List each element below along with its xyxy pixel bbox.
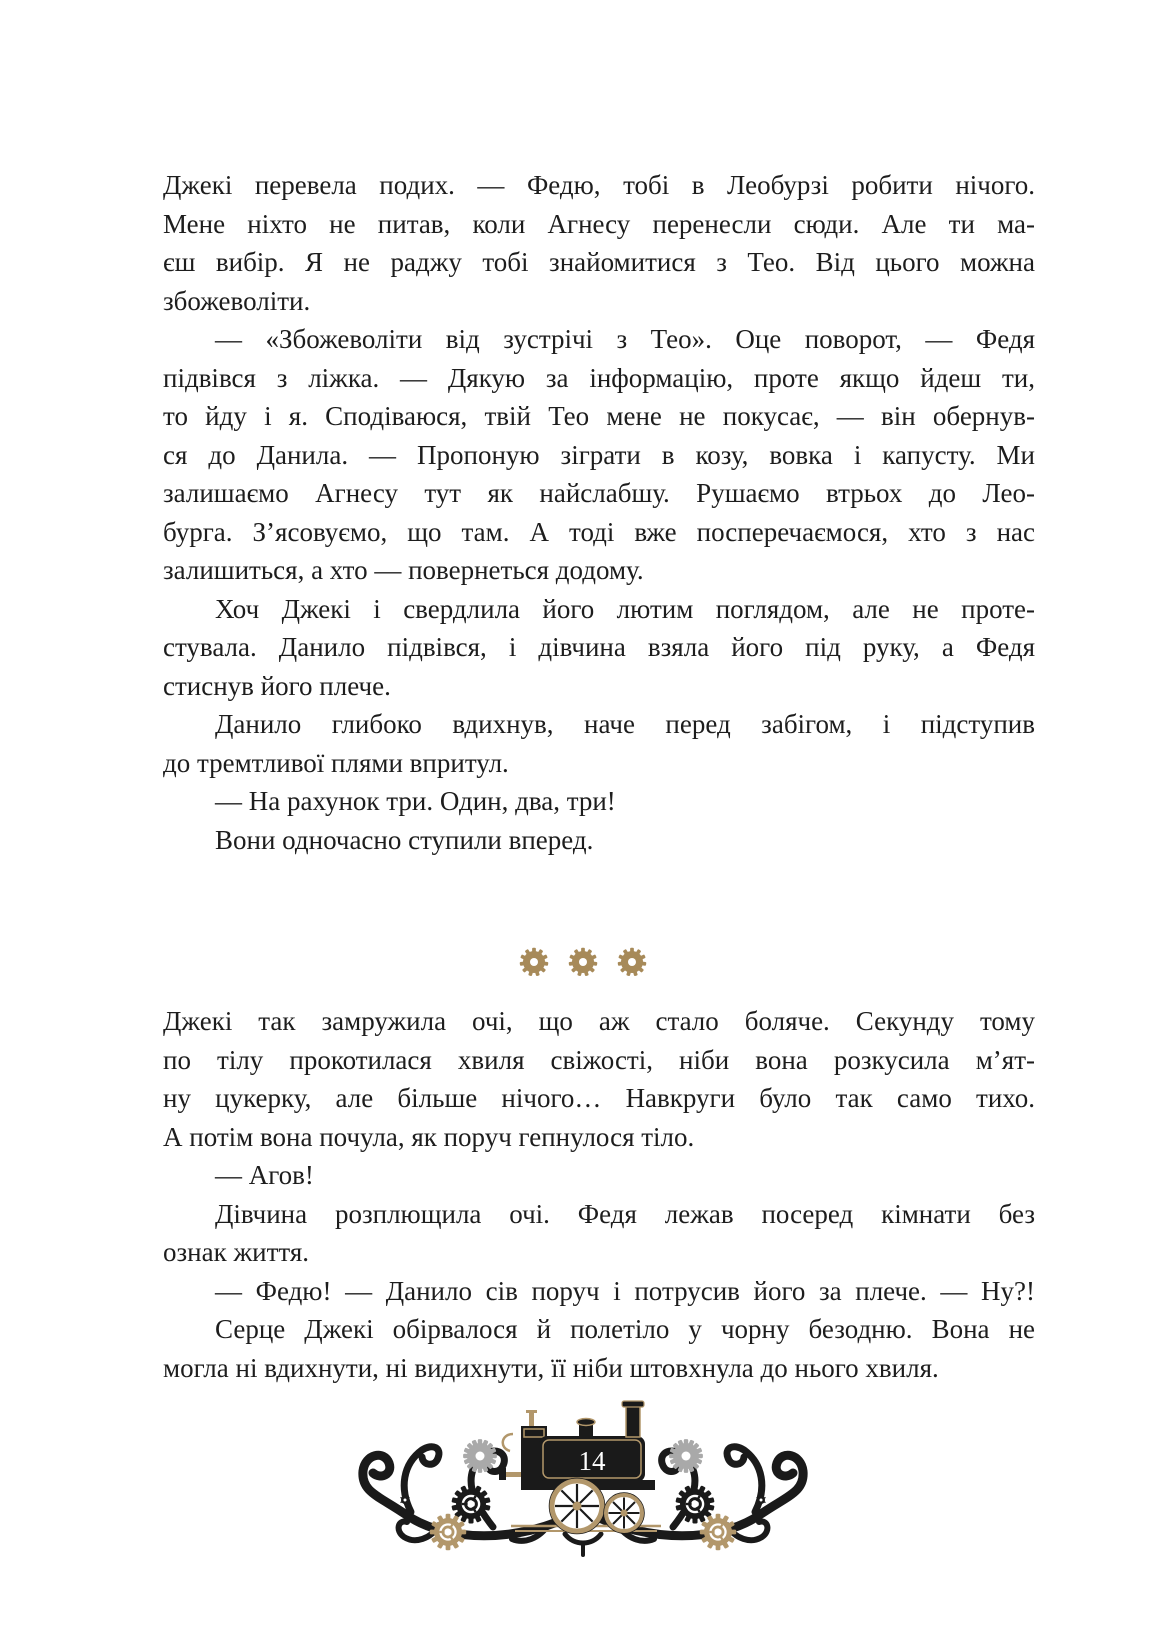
text-line: єш вибір. Я не раджу тобі знайомитися з Тео. Від цього можна (163, 247, 1035, 277)
text-line: — На рахунок три. Один, два, три! (215, 786, 616, 816)
text-section-1 (163, 166, 1035, 859)
gear-icon (614, 944, 650, 980)
gear-icon (669, 1439, 703, 1473)
text-line: залишиться, а хто — повернеться додому. (163, 555, 644, 585)
wheel-icon (604, 1493, 644, 1533)
text-line: — «Збожеволіти від зустрічі з Тео». Оце поворот, — Федя (215, 324, 1035, 354)
text-line: бурга. З’ясовуємо, що там. А тоді вже посперечаємося, хто з нас (163, 516, 1035, 547)
text-line: до тремтливої плями впритул. (163, 747, 509, 778)
text-section-2 (163, 1002, 1035, 1387)
text-line: Серце Джекі обірвалося й полетіло у чорну безодню. Вона не (215, 1314, 1035, 1344)
text-line: по тілу прокотилася хвиля свіжості, ніби вона розкусила м’ят- (163, 1044, 1035, 1075)
gear-icon (516, 944, 552, 980)
footer-ornament (343, 1396, 823, 1566)
gear-icon (565, 944, 601, 980)
text-line: Джекі перевела подих. — Федю, тобі в Леобурзі робити нічого. (163, 170, 1035, 200)
text-line: збожеволіти. (163, 285, 311, 316)
text-line: Вони одночасно ступили вперед. (215, 824, 594, 855)
text-line: — Федю! — Данило сів поруч і потрусив його за плече. — Ну?! (215, 1275, 1035, 1306)
section-separator (0, 944, 1166, 980)
text-line: могла ні вдихнути, ні видихнути, її ніби штовхнула до нього хвиля. (163, 1352, 939, 1383)
text-line: стиснув його плече. (163, 670, 391, 701)
text-line: Данило глибоко вдихнув, наче перед забігом, і підступив (215, 709, 1035, 739)
footer-ornament-svg (343, 1396, 823, 1566)
text-line: то йду і я. Сподіваюся, твій Тео мене не покусає, — він обернув- (163, 401, 1035, 431)
gear-icon (700, 1514, 736, 1550)
text-line: ну цукерку, але більше нічого… Навкруги було так само тихо. (163, 1083, 1035, 1113)
page-number: 14 (578, 1446, 606, 1476)
center-chevron-icon (565, 1534, 601, 1555)
text-line: Хоч Джекі і свердлила його лютим поглядом, але не проте- (215, 593, 1035, 624)
text-line: стувала. Данило підвівся, і дівчина взяла його під руку, а Федя (163, 632, 1035, 662)
locomotive-icon (499, 1401, 661, 1534)
text-line: Джекі так замружила очі, що аж стало боляче. Секунду тому (163, 1006, 1035, 1036)
text-line: Мене ніхто не питав, коли Агнесу перенесли сюди. Але ти ма- (163, 208, 1035, 239)
gear-icon (430, 1514, 466, 1550)
text-line: залишаємо Агнесу тут як найслабшу. Рушаємо втрьох до Лео- (163, 478, 1035, 508)
gear-icon (463, 1439, 497, 1473)
text-line: ся до Данила. — Пропоную зіграти в козу, вовка і капусту. Ми (163, 439, 1035, 470)
text-line: Дівчина розплющила очі. Федя лежав посеред кімнати без (215, 1198, 1035, 1229)
text-line: підвівся з ліжка. — Дякую за інформацію, проте якщо йдеш ти, (163, 362, 1035, 393)
text-line: А потім вона почула, як поруч гепнулося тіло. (163, 1121, 695, 1152)
text-line: ознак життя. (163, 1237, 309, 1267)
wheel-icon (550, 1479, 605, 1534)
text-line: — Агов! (215, 1160, 314, 1190)
